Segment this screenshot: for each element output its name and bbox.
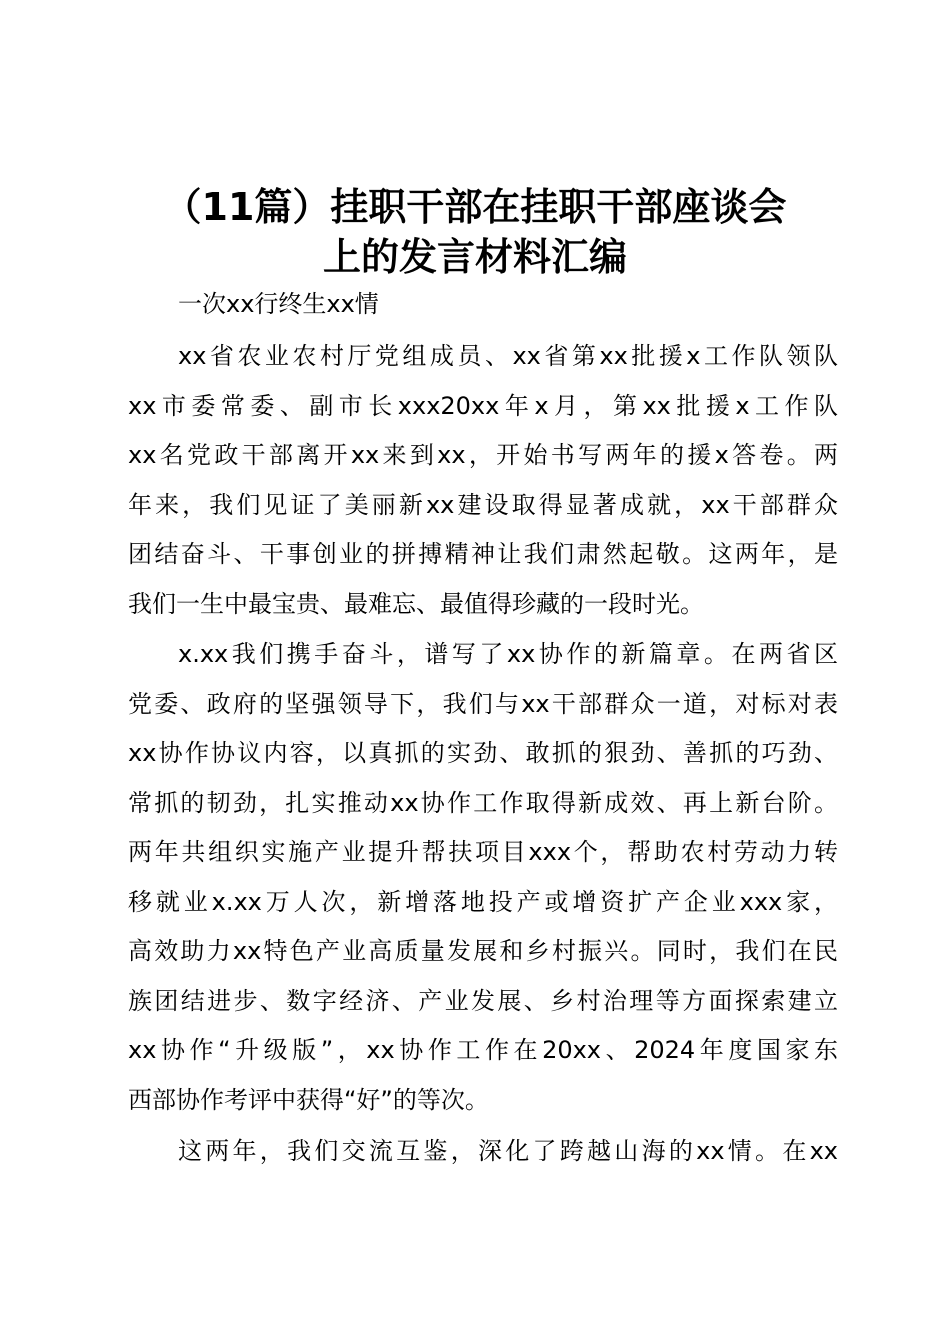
paragraph-line: 族团结进步、数字经济、产业发展、乡村治理等方面探索建立: [128, 986, 838, 1015]
paragraph-line: 年来，我们见证了美丽新xx建设取得显著成就，xx干部群众: [128, 490, 838, 519]
document-title: [120, 182, 830, 282]
paragraph-line: 团结奋斗、干事创业的拼搏精神让我们肃然起敬。这两年，是: [128, 540, 838, 568]
paragraph-line: 常抓的韧劲，扎实推动xx协作工作取得新成效、再上新台阶。: [128, 788, 838, 817]
paragraph-line: 高效助力xx特色产业高质量发展和乡村振兴。同时，我们在民: [128, 937, 838, 965]
title-line-2: 上的发言材料汇编: [322, 235, 627, 279]
paragraph-line: xx协作“升级版”，xx协作工作在20xx、2024年度国家东: [128, 1036, 838, 1064]
paragraph-line: xx市委常委、副市长xxx20xx年x月，第xx批援x工作队: [128, 391, 838, 420]
paragraph-line: xx协作协议内容，以真抓的实劲、敢抓的狠劲、善抓的巧劲、: [128, 739, 838, 767]
paragraph-line: xx省农业农村厅党组成员、xx省第xx批援x工作队领队: [178, 342, 838, 370]
paragraph-line: 西部协作考评中获得“好”的等次。: [128, 1085, 489, 1114]
paragraph-line: 我们一生中最宝贵、最难忘、最值得珍藏的一段时光。: [128, 589, 704, 618]
paragraph-3: [128, 1127, 838, 1177]
paragraph-line: 移就业x.xx万人次，新增落地投产或增资扩产企业xxx家，: [128, 887, 838, 916]
paragraph-line: xx名党政干部离开xx来到xx，开始书写两年的援x答卷。两: [128, 441, 838, 469]
paragraph-1: [128, 332, 838, 629]
paragraph-line: 党委、政府的坚强领导下，我们与xx干部群众一道，对标对表: [128, 689, 838, 718]
title-line-1: （11篇）挂职干部在挂职干部座谈会: [163, 185, 787, 229]
paragraph-line: 两年共组织实施产业提升帮扶项目xxx个，帮助农村劳动力转: [128, 838, 838, 866]
paragraph-2: [128, 630, 838, 1125]
paragraph-line: 这两年，我们交流互鉴，深化了跨越山海的xx情。在xx: [178, 1137, 838, 1165]
paragraph-line: x.xx我们携手奋斗，谱写了xx协作的新篇章。在两省区: [178, 640, 838, 668]
document-subtitle: 一次xx行终生xx情: [178, 290, 379, 318]
